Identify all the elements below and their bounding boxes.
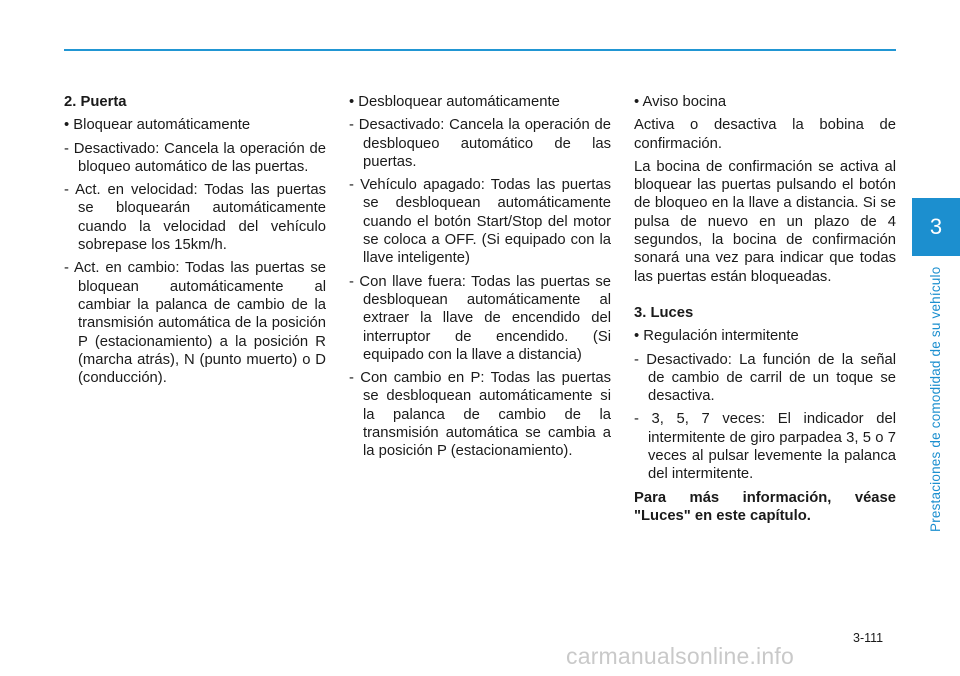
list-item: - Desactivado: Cancela la operación de bloqueo automático de las puertas. (64, 140, 326, 175)
bullet-desbloquear: • Desbloquear automáticamente (349, 94, 560, 110)
paragraph: Activa o desactiva la bobina de confirmación. (634, 117, 896, 152)
column-3 (634, 93, 896, 530)
reference-note: Para más información, véase "Luces" en este capítulo. (634, 489, 896, 524)
chapter-title: Prestaciones de comodidad de su vehículo (928, 266, 943, 532)
paragraph: La bocina de confirmación se activa al bloquear las puertas pulsando el botón de bloqueo en la llave a distancia. Si se pulsa de nuevo en un plazo de 4 segundos, la bocina de confirmación sonará una vez para indicar que todas las puertas están bloqueadas. (634, 158, 896, 285)
section-heading-luces: 3. Luces (634, 304, 694, 321)
section-heading-puerta: 2. Puerta (64, 94, 127, 110)
bullet-regulacion: • Regulación intermitente (634, 328, 799, 345)
list-item: - 3, 5, 7 veces: El indicador del intermitente de giro parpadea 3, 5 o 7 veces al pulsar levemente la palanca del intermitente. (634, 411, 896, 483)
list-item: - Desactivado: Cancela la operación de desbloqueo automático de las puertas. (349, 117, 611, 170)
bullet-bloquear: • Bloquear automáticamente (64, 117, 251, 134)
bullet-aviso-bocina: • Aviso bocina (634, 94, 727, 110)
chapter-tab (912, 198, 960, 256)
chapter-number: 3 (929, 214, 943, 239)
column-2 (349, 93, 611, 466)
header-rule (64, 49, 896, 51)
watermark: carmanualsonline.info (566, 643, 794, 669)
list-item: - Con cambio en P: Todas las puertas se desbloquean automáticamente si la palanca de cambio de la transmisión automática se cambia a la posición P (estacionamiento). (349, 370, 611, 460)
list-item: - Act. en velocidad: Todas las puertas se bloquearán automáticamente cuando la velocidad del vehículo sobrepase los 15km/h. (64, 182, 326, 254)
list-item: - Desactivado: La función de la señal de cambio de carril de un toque se desactiva. (634, 351, 896, 405)
chapter-side-title (928, 256, 956, 536)
page-number: 3-111 (853, 631, 884, 645)
list-item: - Act. en cambio: Todas las puertas se bloquean automáticamente al cambiar la palanca de cambio de la transmisión automática de la posición P (estacionamiento) a la posición R (marcha atrás), N (punto muerto) o D (conducción). (64, 260, 326, 387)
list-item: - Con llave fuera: Todas las puertas se desbloquean automáticamente al extraer la llave de encendido del interruptor de encendido. (Si equipado con la llave a distancia) (349, 273, 611, 363)
column-1 (64, 93, 326, 392)
list-item: - Vehículo apagado: Todas las puertas se desbloquean automáticamente cuando el botón Start/Stop del motor se coloca a OFF. (Si equipado con la llave inteligente) (349, 177, 611, 267)
